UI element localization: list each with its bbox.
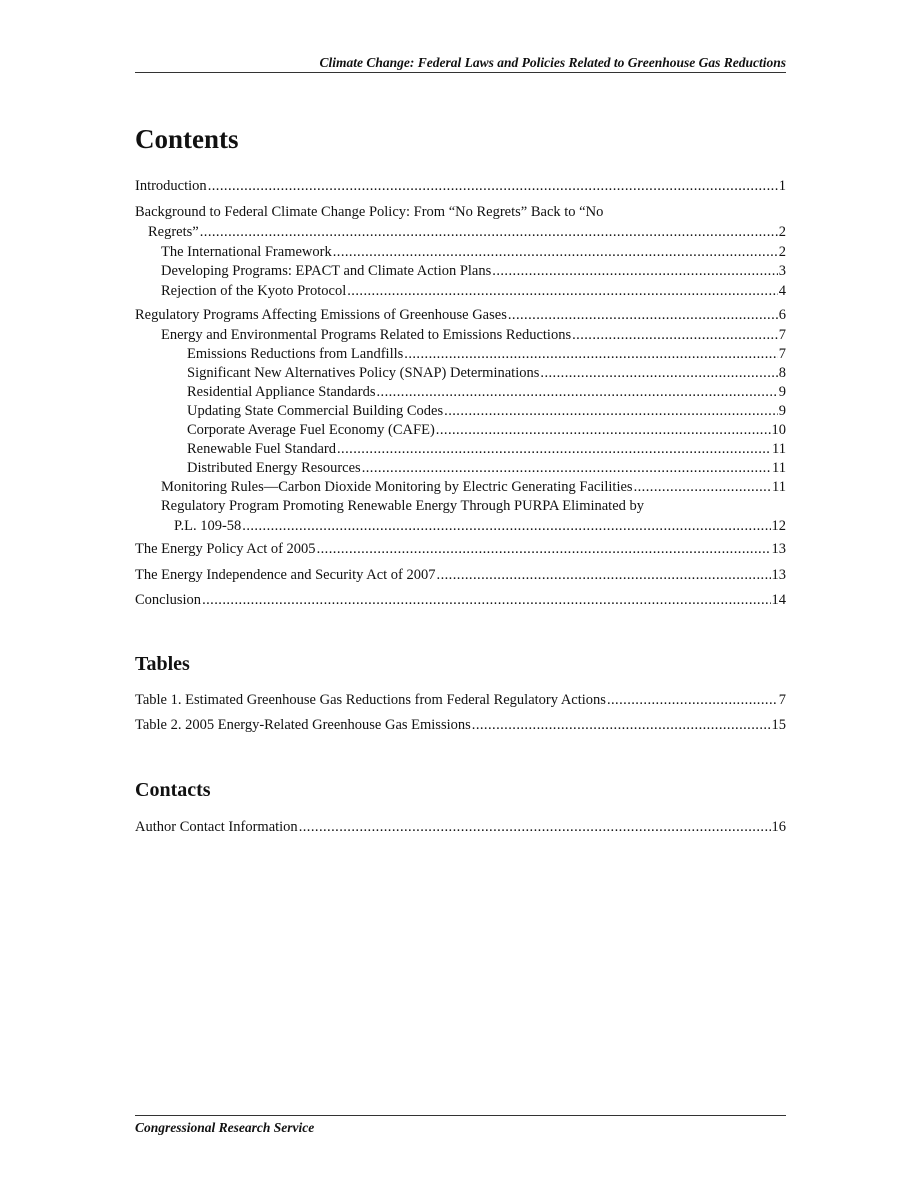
toc-entry-title: Corporate Average Fuel Economy (CAFE) [187, 422, 435, 438]
toc-page-number: 8 [778, 365, 786, 381]
toc-entry-appliance-standards[interactable] [135, 383, 786, 403]
dot-leader [437, 566, 771, 586]
toc-page-number: 7 [778, 327, 786, 343]
toc-entry-title: Regulatory Programs Affecting Emissions of Greenhouse Gases [135, 307, 507, 323]
toc-entry-table-1[interactable] [135, 691, 786, 711]
running-header: Climate Change: Federal Laws and Policies Related to Greenhouse Gas Reductions [319, 55, 786, 70]
dot-leader [444, 402, 778, 422]
toc-page-number: 1 [778, 178, 786, 194]
toc-entry-title: Significant New Alternatives Policy (SNAP) Determinations [187, 365, 540, 381]
toc-page-number: 10 [771, 422, 786, 438]
toc-page-number: 15 [771, 717, 786, 733]
toc-page-number: 11 [772, 460, 786, 476]
toc-entry-snap[interactable] [135, 364, 786, 384]
toc-page-number: 9 [778, 384, 786, 400]
dot-leader [634, 478, 771, 498]
toc-entry-title-line1: Regulatory Program Promoting Renewable Energy Through PURPA Eliminated by [161, 498, 645, 514]
dot-leader [607, 691, 778, 711]
toc-page-number: 2 [778, 223, 786, 240]
toc-entry-title: The Energy Policy Act of 2005 [135, 541, 316, 557]
toc-entry-title: P.L. 109-58 [174, 517, 242, 534]
contacts-heading: Contacts [135, 779, 211, 801]
contents-heading: Contents [135, 124, 239, 154]
toc-entry-monitoring-rules[interactable] [135, 478, 786, 498]
dot-leader [508, 306, 778, 326]
toc-entry-title-line1: Background to Federal Climate Change Policy: From “No Regrets” Back to “No [135, 204, 604, 220]
toc-entry-title: Developing Programs: EPACT and Climate Action Plans [161, 263, 492, 279]
dot-leader [436, 421, 771, 441]
dot-leader [317, 540, 771, 560]
toc-entry-title: Energy and Environmental Programs Related to Emissions Reductions [161, 327, 572, 343]
tables-heading: Tables [135, 653, 190, 675]
toc-entry-renewable-fuel-standard[interactable] [135, 440, 786, 460]
header-rule [135, 72, 786, 73]
dot-leader [333, 243, 778, 263]
toc-entry-title: Emissions Reductions from Landfills [187, 346, 404, 362]
toc-entry-author-contact[interactable] [135, 818, 786, 838]
toc-page-number: 7 [778, 346, 786, 362]
toc-page-number: 12 [771, 517, 786, 534]
dot-leader [242, 517, 770, 537]
dot-leader [337, 440, 771, 460]
toc-entry-conclusion[interactable] [135, 591, 786, 611]
toc-entry-energy-environmental-programs[interactable] [135, 326, 786, 346]
toc-page-number: 11 [772, 479, 786, 495]
dot-leader [492, 262, 777, 282]
toc-page-number: 2 [778, 244, 786, 260]
toc-entry-kyoto-protocol[interactable] [135, 282, 786, 302]
toc-entry-title: Table 2. 2005 Energy-Related Greenhouse Gas Emissions [135, 717, 471, 733]
toc-page-number: 13 [771, 567, 786, 583]
dot-leader [572, 326, 778, 346]
toc-entry-cafe[interactable] [135, 421, 786, 441]
toc-entry-title: Introduction [135, 178, 207, 194]
dot-leader [202, 591, 770, 611]
toc-page-number: 14 [771, 592, 786, 608]
toc-entry-title: Residential Appliance Standards [187, 384, 376, 400]
toc-entry-introduction[interactable] [135, 177, 786, 197]
toc-entry-distributed-energy[interactable] [135, 459, 786, 479]
toc-entry-international-framework[interactable] [135, 243, 786, 263]
dot-leader [472, 716, 771, 736]
toc-entry-title: The International Framework [161, 244, 332, 260]
dot-leader [404, 345, 777, 365]
toc-entry-title: Monitoring Rules—Carbon Dioxide Monitoring by Electric Generating Facilities [161, 479, 633, 495]
toc-entry-developing-programs[interactable] [135, 262, 786, 282]
dot-leader [208, 177, 778, 197]
toc-entry-building-codes[interactable] [135, 402, 786, 422]
toc-entry-title: Regrets” [148, 223, 199, 240]
toc-entry-purpa[interactable] [135, 497, 786, 536]
toc-page-number: 7 [778, 692, 786, 708]
toc-entry-table-2[interactable] [135, 716, 786, 736]
toc-entry-title: Distributed Energy Resources [187, 460, 361, 476]
toc-entry-background[interactable] [135, 203, 786, 242]
toc-entry-title: Renewable Fuel Standard [187, 441, 336, 457]
dot-leader [540, 364, 777, 384]
footer-rule [135, 1115, 786, 1116]
toc-entry-epact-2005[interactable] [135, 540, 786, 560]
toc-page-number: 13 [771, 541, 786, 557]
toc-entry-regulatory-programs[interactable] [135, 306, 786, 326]
toc-entry-title: Rejection of the Kyoto Protocol [161, 283, 347, 299]
toc-page-number: 6 [778, 307, 786, 323]
toc-page-number: 3 [778, 263, 786, 279]
toc-entry-title: Updating State Commercial Building Codes [187, 403, 444, 419]
dot-leader [200, 223, 778, 243]
toc-page-number: 16 [771, 819, 786, 835]
toc-page-number: 4 [778, 283, 786, 299]
toc-page-number: 9 [778, 403, 786, 419]
toc-entry-title: Author Contact Information [135, 819, 298, 835]
dot-leader [362, 459, 771, 479]
toc-entry-title: Table 1. Estimated Greenhouse Gas Reductions from Federal Regulatory Actions [135, 692, 606, 708]
toc-entry-eisa-2007[interactable] [135, 566, 786, 586]
dot-leader [299, 818, 771, 838]
toc-entry-title: Conclusion [135, 592, 202, 608]
toc-entry-landfills[interactable] [135, 345, 786, 365]
dot-leader [347, 282, 778, 302]
dot-leader [376, 383, 777, 403]
toc-page-number: 11 [772, 441, 786, 457]
footer-publisher: Congressional Research Service [135, 1120, 315, 1135]
toc-entry-title: The Energy Independence and Security Act of 2007 [135, 567, 436, 583]
